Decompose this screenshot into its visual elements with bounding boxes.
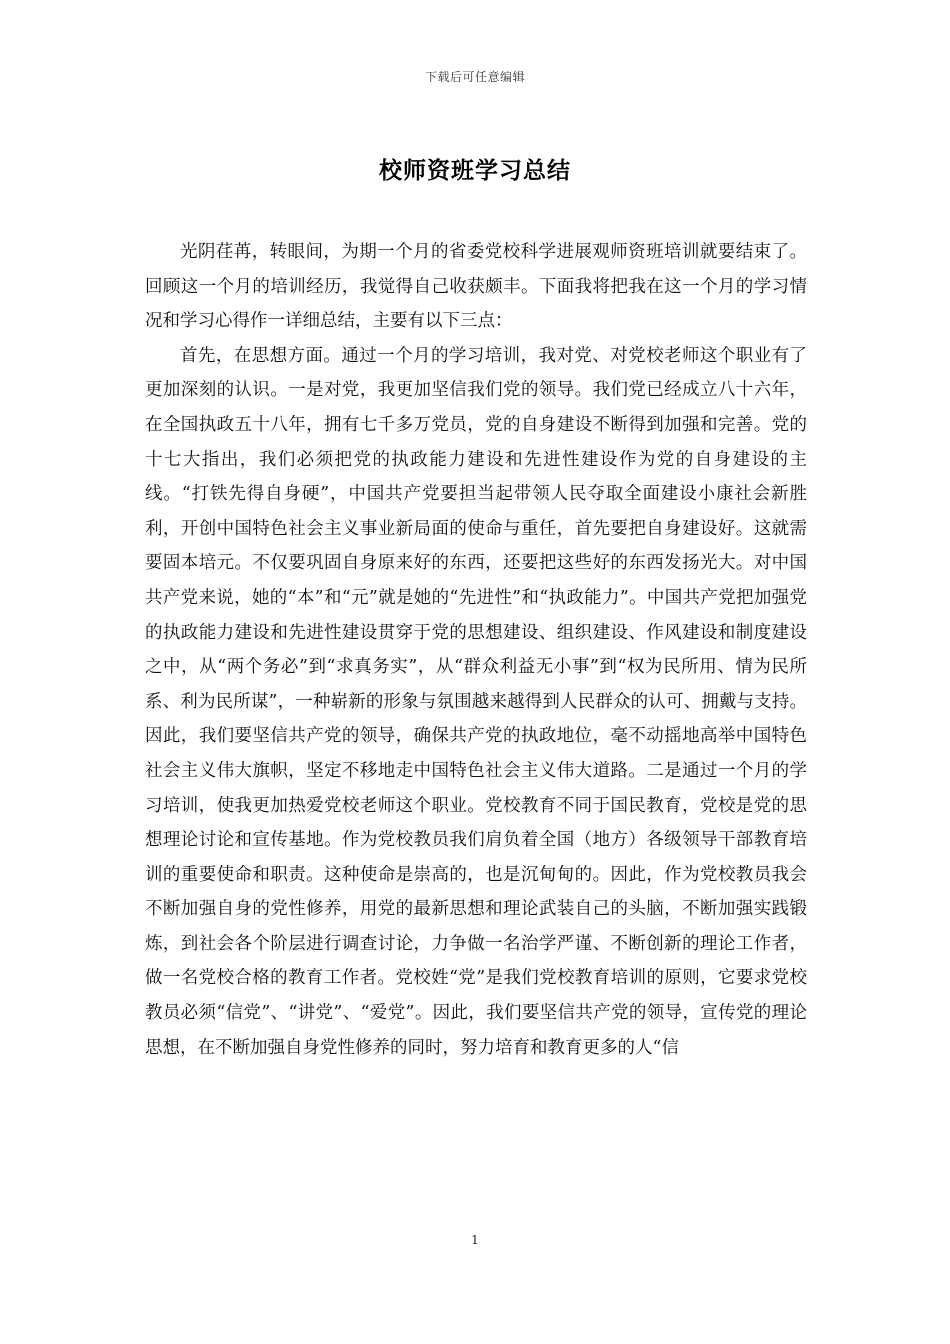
paragraph-intro: 光阴荏苒，转眼间，为期一个月的省委党校科学进展观师资班培训就要结束了。回顾这一个月的培训经历，我觉得自己收获颇丰。下面我将把我在这一个月的学习情况和学习心得作一详细总结，主要有以下三点： [145, 242, 807, 332]
document-body [145, 235, 807, 1065]
document-title: 校师资班学习总结 [379, 157, 571, 184]
paragraph-ideology: 首先，在思想方面。通过一个月的学习培训，我对党、对党校老师这个职业有了更加深刻的认识。一是对党，我更加坚信我们党的领导。我们党已经成立八十六年，在全国执政五十八年，拥有七千多万党员，党的自身建设不断得到加强和完善。党的十七大指出，我们必须把党的执政能力建设和先进性建设作为党的自身建设的主线。“打铁先得自身硬”，中国共产党要担当起带领人民夺取全面建设小康社会新胜利，开创中国特色社会主义事业新局面的使命与重任，首先要把自身建设好。这就需要固本培元。不仅要巩固自身原来好的东西，还要把这些好的东西发扬光大。对中国共产党来说，她的“本”和“元”就是她的“先进性”和“执政能力”。中国共产党把加强党的执政能力建设和先进性建设贯穿于党的思想建设、组织建设、作风建设和制度建设之中，从“两个务必”到“求真务实”，从“群众利益无小事”到“权为民所用、情为民所系、利为民所谋”，一种崭新的形象与氛围越来越得到人民群众的认可、拥戴与支持。因此，我们要坚信共产党的领导，确保共产党的执政地位，毫不动摇地高举中国特色社会主义伟大旗帜，坚定不移地走中国特色社会主义伟大道路。二是通过一个月的学习培训，使我更加热爱党校老师这个职业。党校教育不同于国民教育，党校是党的思想理论讨论和宣传基地。作为党校教员我们肩负着全国（地方）各级领导干部教育培训的重要使命和职责。这种使命是崇高的，也是沉甸甸的。因此，作为党校教员我会不断加强自身的党性修养，用党的最新思想和理论武装自己的头脑，不断加强实践锻炼，到社会各个阶层进行调查讨论，力争做一名治学严谨、不断创新的理论工作者，做一名党校合格的教育工作者。党校姓“党”是我们党校教育培训的原则，它要求党校教员必须“信党”、“讲党”、“爱党”。因此，我们要坚信共产党的领导，宣传党的理论思想，在不断加强自身党性修养的同时，努力培育和教育更多的人“信 [145, 345, 807, 1058]
header-note: 下载后可任意编辑 [424, 70, 525, 84]
page-number: 1 [471, 1233, 479, 1247]
